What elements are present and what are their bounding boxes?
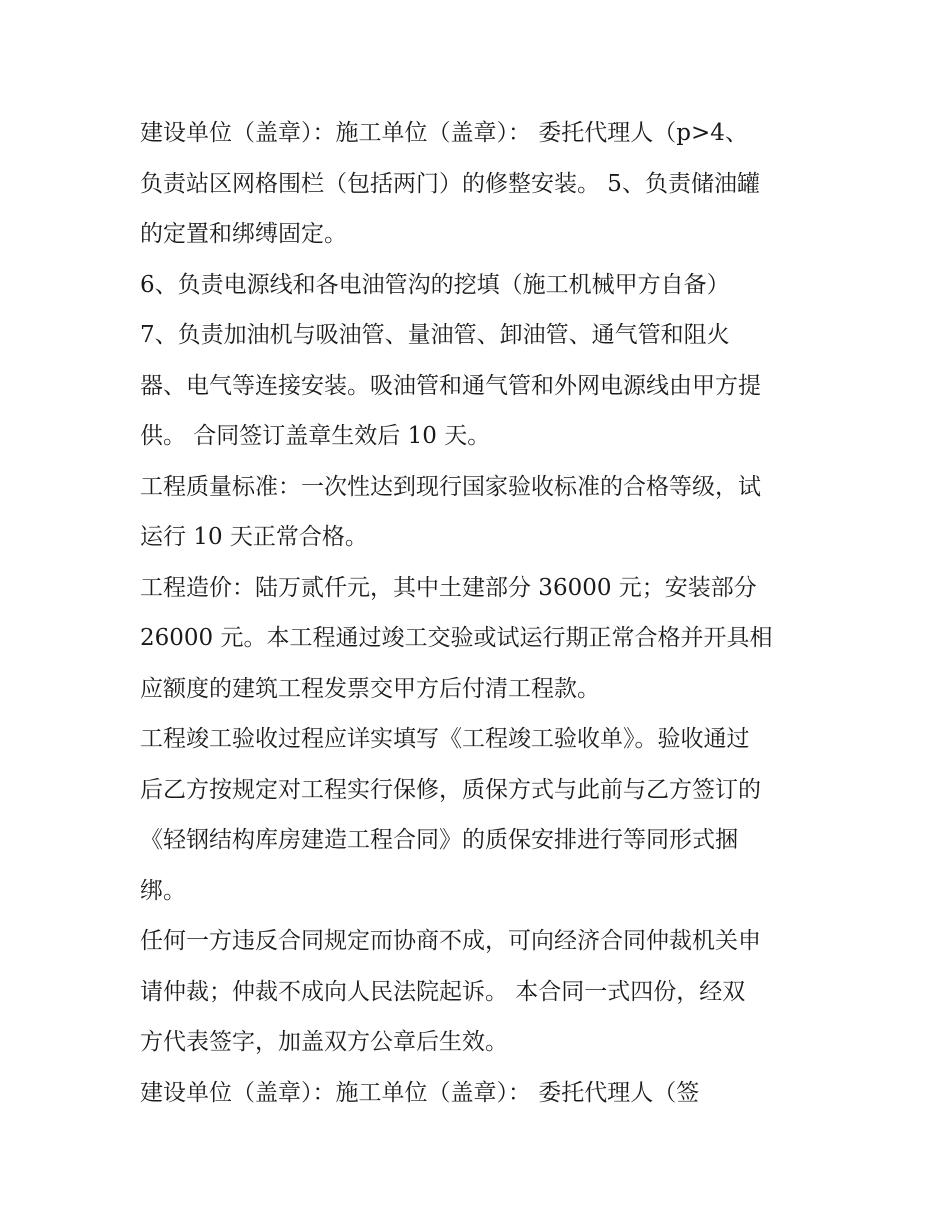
paragraph-acceptance [140,714,820,916]
text-line: 器、电气等连接安装。吸油管和通气管和外网电源线由甲方提 [140,372,761,399]
text-line: 负责站区网格围栏（包括两门）的修整安装。 5、负责储油罐 [140,170,760,197]
paragraph-project-cost [140,563,820,715]
text-line: 应额度的建筑工程发票交甲方后付清工程款。 [140,675,600,702]
text-line: 请仲裁；仲裁不成向人民法院起诉。 本合同一式四份，经双 [140,978,746,1005]
text-line: 方代表签字，加盖双方公章后生效。 [140,1029,508,1055]
text-line: 供。 合同签订盖章生效后 10 天。 [140,423,491,449]
text-line: 《轻钢结构库房建造工程合同》的质保安排进行等同形式捆 [140,827,738,853]
text-line: 26000 元。本工程通过竣工交验或试运行期正常合格并开具相 [140,625,773,651]
text-line: 运行 10 天正常合格。 [140,524,368,550]
text-line: 绑。 [140,877,186,904]
text-line: 工程质量标准：一次性达到现行国家验收标准的合格等级，试 [140,473,761,500]
text-line: 工程竣工验收过程应详实填写《工程竣工验收单》。验收通过 [140,726,750,752]
text-line: 工程造价：陆万贰仟元，其中土建部分 36000 元；安装部分 [140,574,757,601]
paragraph-signature-footer [140,1068,820,1119]
text-line: 任何一方违反合同规定而协商不成，可向经济合同仲裁机关申 [140,928,761,954]
text-line: 建设单位（盖章）：施工单位（盖章）： 委托代理人（p>4、 [140,120,748,146]
text-line: 7、负责加油机与吸油管、量油管、卸油管、通气管和阻火 [140,322,730,348]
text-line: 6、负责电源线和各电油管沟的挖填（施工机械甲方自备） [140,271,730,298]
paragraph-quality-standard [140,462,820,563]
document-body [140,108,820,1118]
paragraph-item-7 [140,310,820,462]
paragraph-signature-header [140,108,820,260]
text-line: 的定置和绑缚固定。 [140,221,347,247]
paragraph-item-6 [140,260,820,311]
text-line: 后乙方按规定对工程实行保修，质保方式与此前与乙方签订的 [140,776,761,803]
paragraph-dispute-resolution [140,916,820,1068]
text-line: 建设单位（盖章）：施工单位（盖章）： 委托代理人（签 [140,1079,700,1106]
